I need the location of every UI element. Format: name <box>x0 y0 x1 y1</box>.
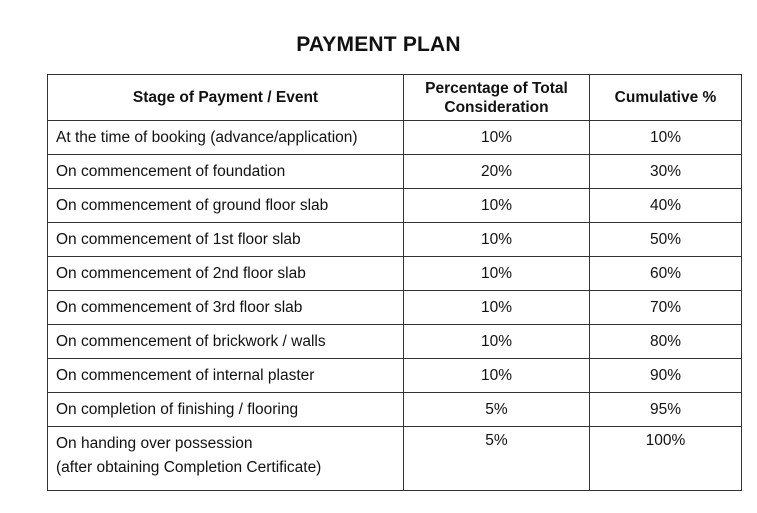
percentage-cell: 10% <box>404 189 590 223</box>
table-header-row <box>48 75 742 121</box>
percentage-cell: 10% <box>404 121 590 155</box>
page-title: PAYMENT PLAN <box>296 33 461 56</box>
table-row <box>48 257 742 291</box>
header-percentage: Percentage of Total Consideration <box>404 75 590 121</box>
percentage-cell: 10% <box>404 325 590 359</box>
cumulative-cell: 50% <box>590 223 742 257</box>
percentage-cell: 5% <box>404 427 590 491</box>
table-row <box>48 427 742 491</box>
cumulative-cell: 60% <box>590 257 742 291</box>
table-row <box>48 325 742 359</box>
table-row <box>48 155 742 189</box>
payment-plan-table <box>47 74 742 491</box>
stage-cell: On commencement of ground floor slab <box>48 189 404 223</box>
cumulative-cell: 40% <box>590 189 742 223</box>
stage-cell: On commencement of 2nd floor slab <box>48 257 404 291</box>
cumulative-cell: 100% <box>590 427 742 491</box>
stage-cell <box>48 427 404 491</box>
stage-cell: On commencement of 1st floor slab <box>48 223 404 257</box>
percentage-cell: 10% <box>404 223 590 257</box>
stage-cell: On completion of finishing / flooring <box>48 393 404 427</box>
stage-text: On handing over possession <box>56 435 253 452</box>
stage-cell: On commencement of brickwork / walls <box>48 325 404 359</box>
header-cumulative: Cumulative % <box>590 75 742 121</box>
percentage-cell: 20% <box>404 155 590 189</box>
cumulative-cell: 30% <box>590 155 742 189</box>
table-row <box>48 223 742 257</box>
percentage-cell: 10% <box>404 291 590 325</box>
percentage-cell: 10% <box>404 257 590 291</box>
cumulative-cell: 90% <box>590 359 742 393</box>
header-stage: Stage of Payment / Event <box>48 75 404 121</box>
table-row <box>48 291 742 325</box>
table-row <box>48 121 742 155</box>
table-row <box>48 359 742 393</box>
stage-cell: At the time of booking (advance/application) <box>48 121 404 155</box>
stage-cell: On commencement of internal plaster <box>48 359 404 393</box>
cumulative-cell: 80% <box>590 325 742 359</box>
cumulative-cell: 10% <box>590 121 742 155</box>
stage-cell: On commencement of 3rd floor slab <box>48 291 404 325</box>
table-row <box>48 393 742 427</box>
table-row <box>48 189 742 223</box>
cumulative-cell: 95% <box>590 393 742 427</box>
percentage-cell: 10% <box>404 359 590 393</box>
cumulative-cell: 70% <box>590 291 742 325</box>
stage-cell: On commencement of foundation <box>48 155 404 189</box>
percentage-cell: 5% <box>404 393 590 427</box>
stage-note: (after obtaining Completion Certificate) <box>56 459 322 476</box>
